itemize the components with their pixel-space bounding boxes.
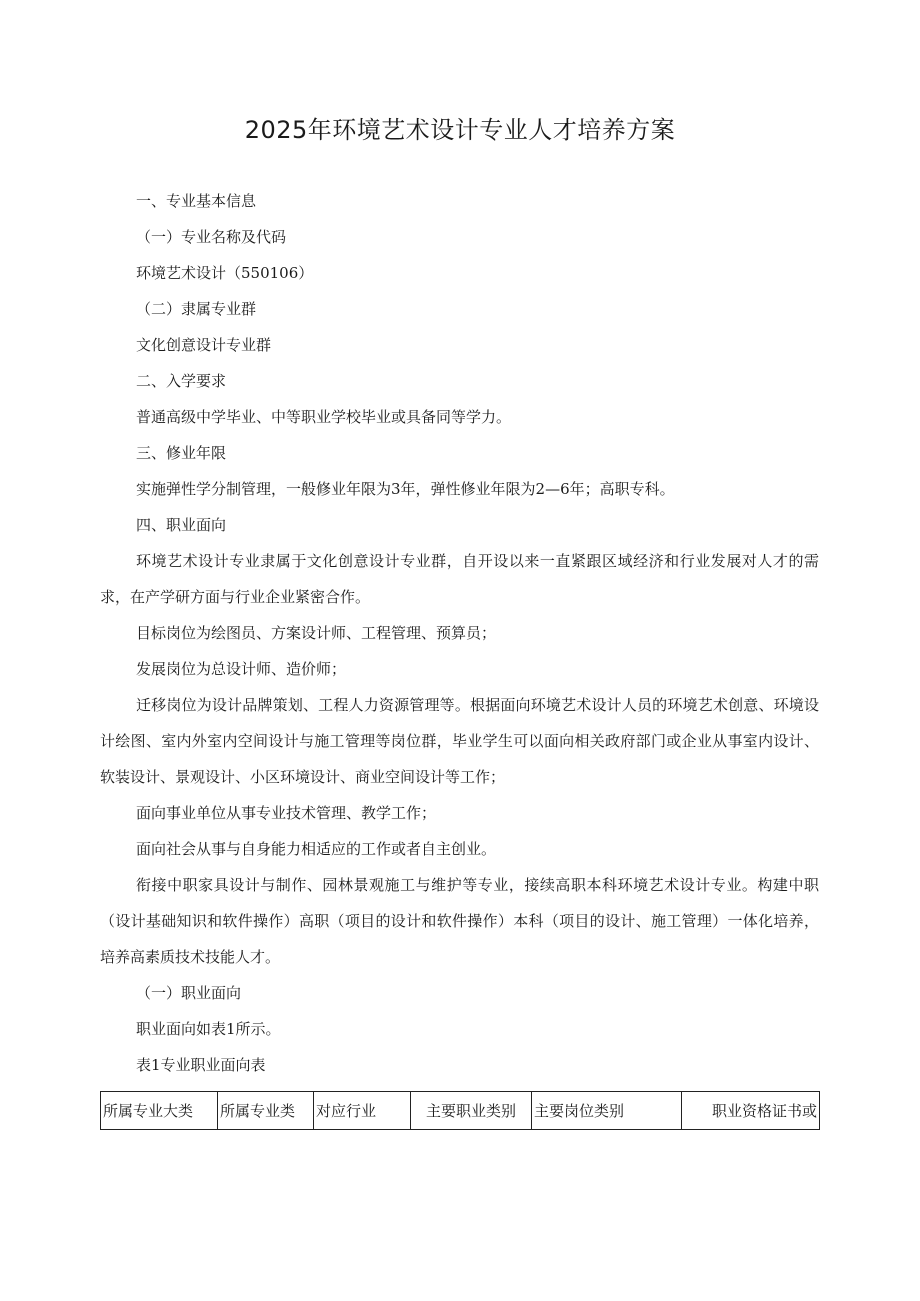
- section-4-heading: 四、职业面向: [136, 516, 227, 534]
- header-cell-major-class: 所属专业类: [218, 1092, 314, 1130]
- study-period: 实施弹性学分制管理，一般修业年限为3年，弹性修业年限为2—6年；高职专科。: [136, 480, 675, 498]
- paragraph-4: 迁移岗位为设计品牌策划、工程人力资源管理等。根据面向环境艺术设计人员的环境艺术创意、环境设计绘图、室内外室内空间设计与施工管理等岗位群，毕业学生可以面向相关政府部门或企业从事室内设计、软装设计、景观设计、小区环境设计、商业空间设计等工作；: [100, 696, 819, 786]
- section-4-1-heading: （一）职业面向: [136, 984, 242, 1002]
- header-cell-major-category: 所属专业大类: [101, 1092, 218, 1130]
- paragraph-6: 面向社会从事与自身能力相适应的工作或者自主创业。: [136, 840, 497, 858]
- paragraph-7: 衔接中职家具设计与制作、园林景观施工与维护等专业，接续高职本科环境艺术设计专业。构建中职（设计基础知识和软件操作）高职（项目的设计和软件操作）本科（项目的设计、施工管理）一体化培养，培养高素质技术技能人才。: [100, 876, 819, 966]
- table-reference-text: 职业面向如表1所示。: [136, 1020, 281, 1038]
- admission-requirement: 普通高级中学毕业、中等职业学校毕业或具备同等学力。: [136, 408, 512, 426]
- section-1-2-heading: （二）隶属专业群: [136, 300, 257, 318]
- section-3-heading: 三、修业年限: [136, 444, 227, 462]
- paragraph-5: 面向事业单位从事专业技术管理、教学工作；: [136, 804, 437, 822]
- paragraph-3: 发展岗位为总设计师、造价师；: [136, 660, 347, 678]
- section-1-heading: 一、专业基本信息: [136, 192, 257, 210]
- header-cell-occupation-category: 主要职业类别: [411, 1092, 532, 1130]
- header-cell-industry: 对应行业: [314, 1092, 411, 1130]
- section-2-heading: 二、入学要求: [136, 372, 227, 390]
- major-group: 文化创意设计专业群: [136, 336, 272, 354]
- table-header-row: [101, 1092, 820, 1130]
- career-orientation-table: [100, 1091, 820, 1130]
- document-title: 2025年环境艺术设计专业人才培养方案: [244, 116, 676, 144]
- header-cell-position-category: 主要岗位类别: [532, 1092, 682, 1130]
- header-cell-certificate: 职业资格证书或: [682, 1092, 820, 1130]
- section-1-1-heading: （一）专业名称及代码: [136, 228, 287, 246]
- major-name-code: 环境艺术设计（550106）: [136, 264, 314, 282]
- paragraph-1: 环境艺术设计专业隶属于文化创意设计专业群，自开设以来一直紧跟区域经济和行业发展对人才的需求，在产学研方面与行业企业紧密合作。: [100, 552, 819, 606]
- paragraph-2: 目标岗位为绘图员、方案设计师、工程管理、预算员；: [136, 624, 497, 642]
- table-caption: 表1专业职业面向表: [136, 1056, 266, 1074]
